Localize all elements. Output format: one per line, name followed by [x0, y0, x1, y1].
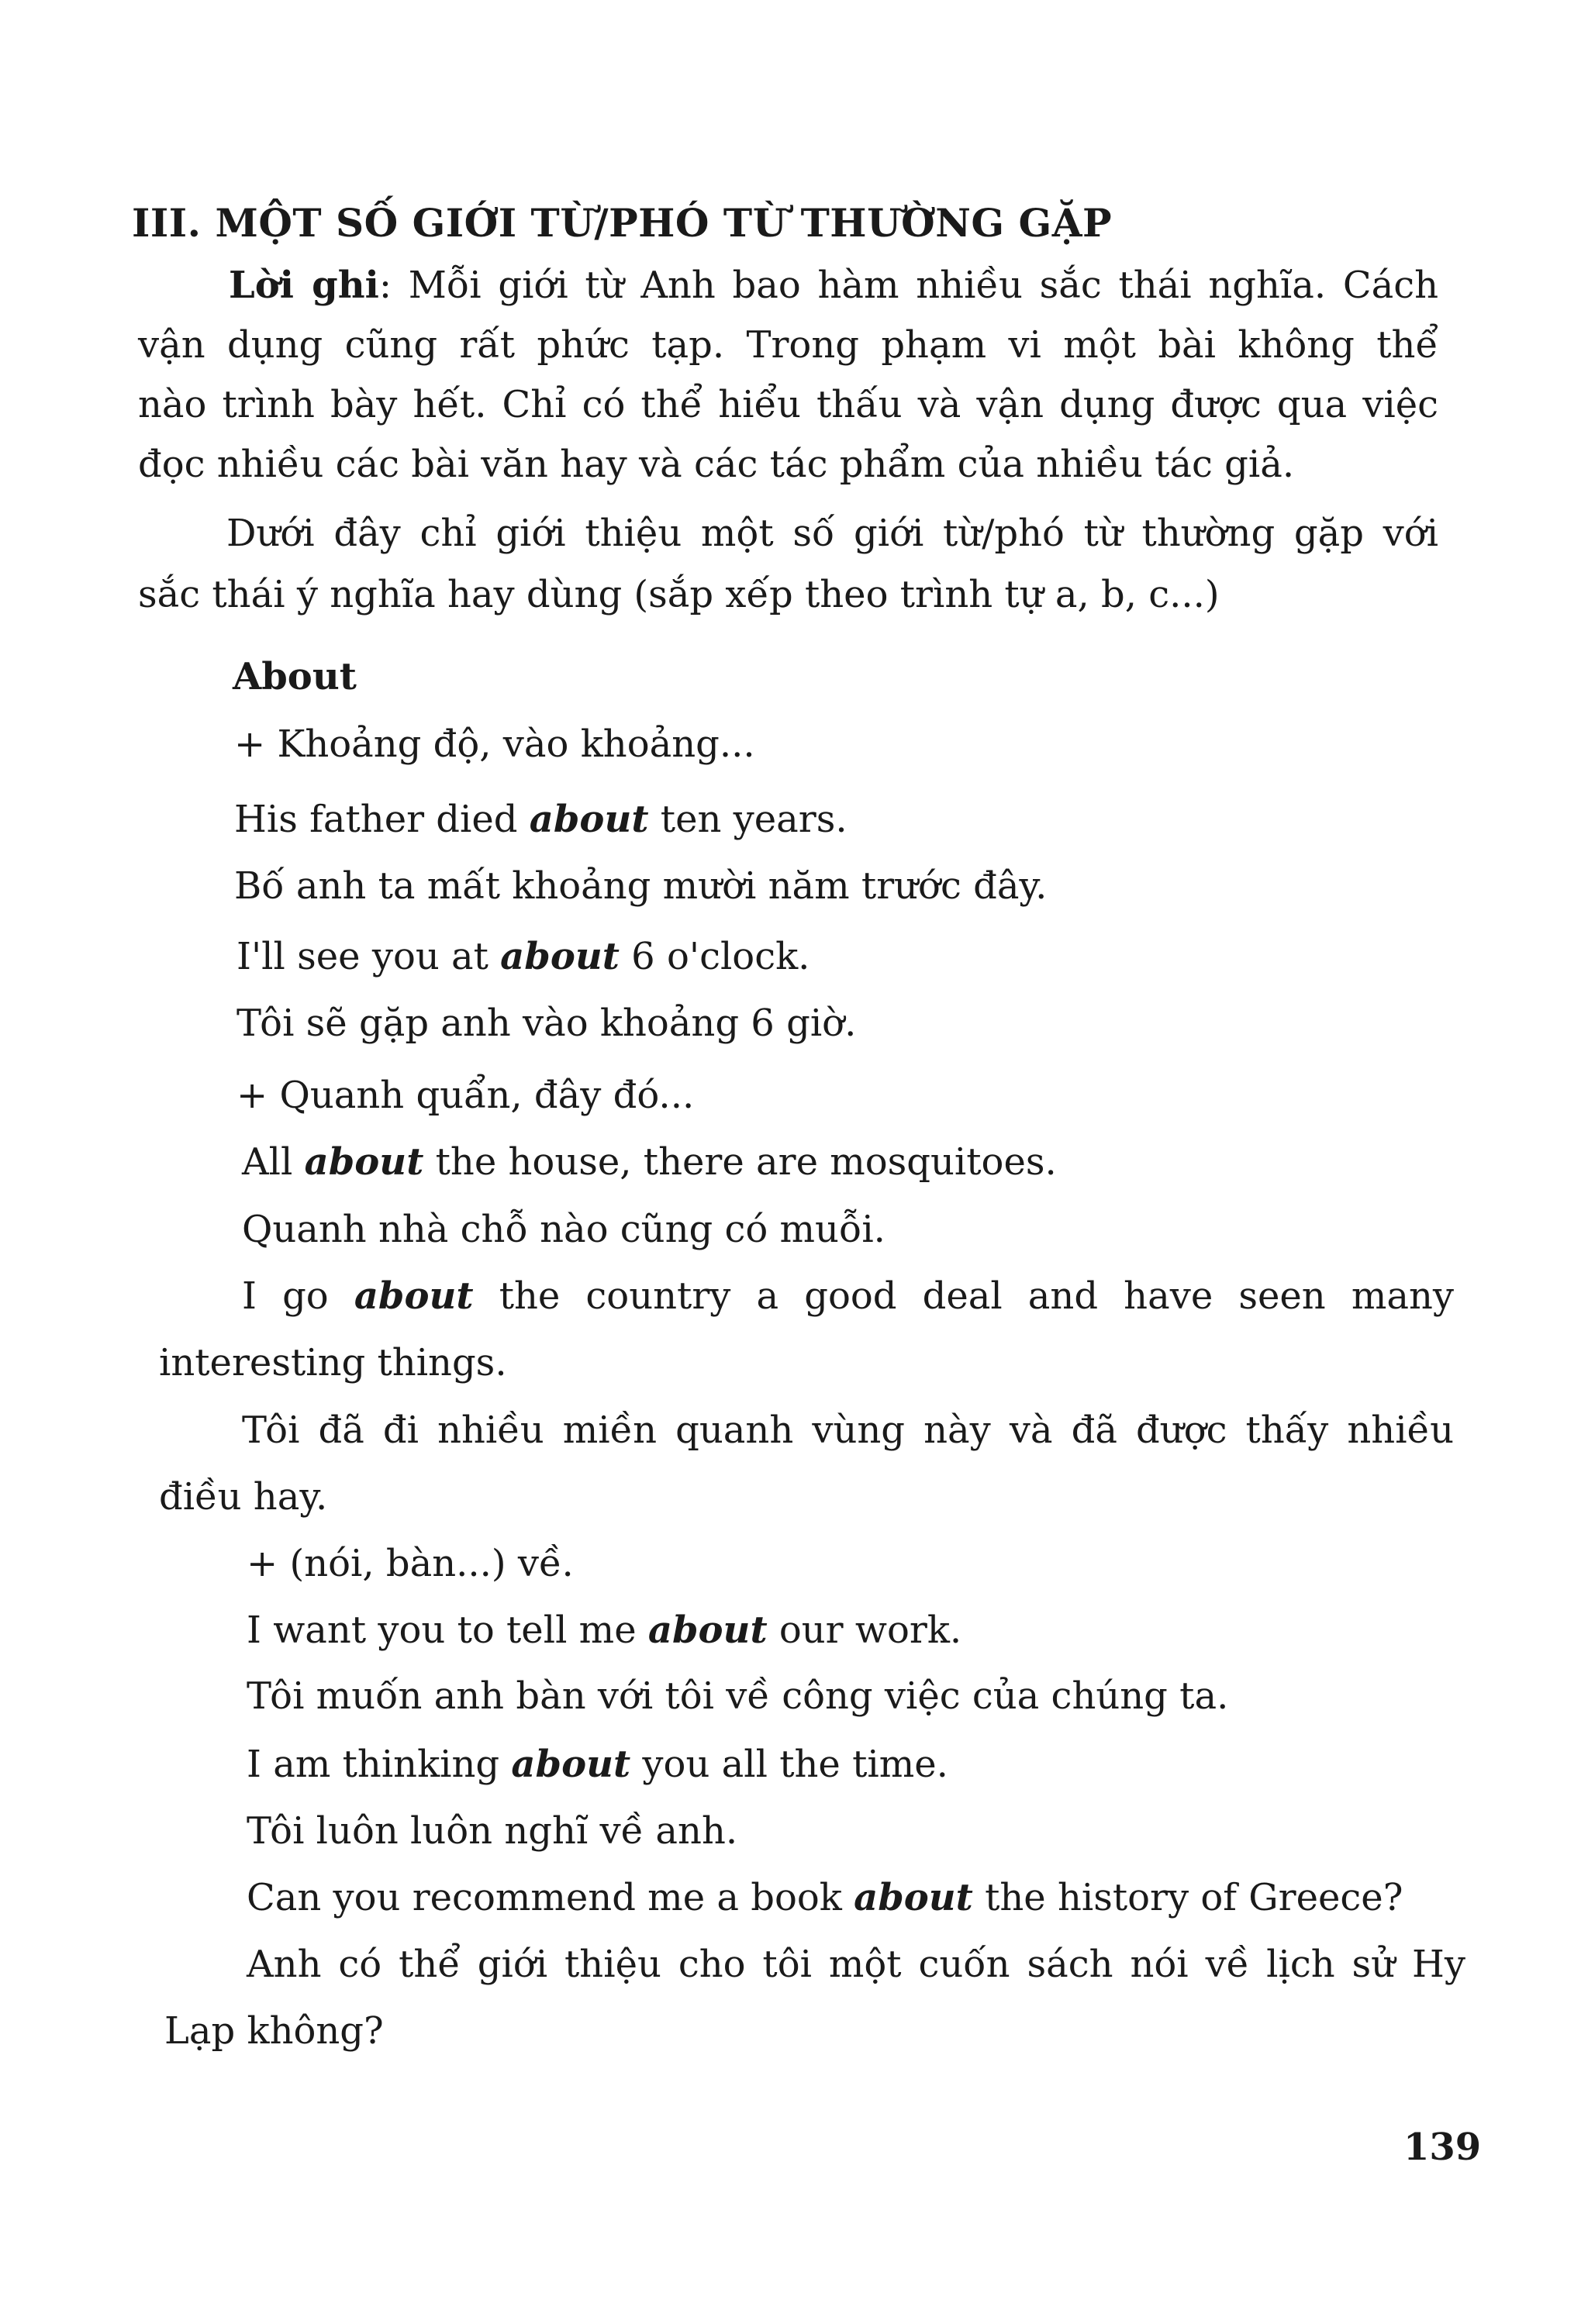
sense-3-example-2	[247, 1741, 948, 1788]
sense-3-example-3	[247, 1874, 1403, 1921]
example-text: His father died	[234, 798, 530, 841]
example-text: the house, there are mosquitoes.	[423, 1140, 1057, 1184]
sense-2-example-2	[242, 1273, 1454, 1319]
keyword: about	[854, 1876, 973, 1919]
example-text: 6 o'clock.	[619, 935, 810, 978]
example-text: All	[242, 1140, 305, 1184]
example-text: I go	[242, 1274, 354, 1318]
example-text: Can you recommend me a book	[247, 1876, 854, 1919]
intro-line-2: sắc thái ý nghĩa hay dùng (sắp xếp theo trình tự a, b, c...)	[138, 573, 1220, 616]
example-text: the history of Greece?	[972, 1876, 1403, 1919]
sense-1-example-2	[236, 933, 810, 980]
example-text: I'll see you at	[236, 935, 501, 978]
sense-3-translation-3-cont: Lạp không?	[164, 2009, 384, 2053]
example-text: you all the time.	[630, 1743, 948, 1786]
keyword: about	[304, 1140, 424, 1184]
example-text: ten years.	[648, 798, 848, 841]
section-heading: III. MỘT SỐ GIỚI TỪ/PHÓ TỪ THƯỜNG GẶP	[132, 200, 1113, 246]
example-text: the country a good deal and have seen many	[473, 1274, 1454, 1318]
sense-3-title: + (nói, bàn...) về.	[247, 1542, 574, 1585]
sense-3-example-1	[247, 1607, 961, 1653]
sense-2-translation-2-cont: điều hay.	[159, 1475, 328, 1519]
keyword: about	[511, 1743, 631, 1786]
example-text: I want you to tell me	[247, 1609, 648, 1652]
sense-1-title: + Khoảng độ, vào khoảng...	[234, 722, 755, 766]
sense-2-example-2-cont: interesting things.	[159, 1341, 507, 1384]
sense-2-title: + Quanh quẩn, đây đó...	[236, 1074, 695, 1117]
example-text: I am thinking	[247, 1743, 512, 1786]
sense-3-translation-1: Tôi muốn anh bàn với tôi về công việc của chúng ta.	[247, 1674, 1229, 1718]
page-number: 139	[1403, 2126, 1482, 2169]
sense-3-translation-2: Tôi luôn luôn nghĩ về anh.	[247, 1809, 738, 1853]
keyword: about	[647, 1609, 768, 1652]
note-label: Lời ghi	[229, 264, 379, 307]
sense-2-example-1	[242, 1139, 1057, 1185]
example-text: our work.	[767, 1609, 962, 1652]
sense-1-translation-1: Bố anh ta mất khoảng mười năm trước đây.	[234, 864, 1048, 908]
entry-word: About	[233, 655, 357, 698]
note-line-1	[229, 262, 1438, 309]
sense-2-translation-2: Tôi đã đi nhiều miền quanh vùng này và đã được thấy nhiều	[242, 1409, 1454, 1452]
sense-3-translation-3: Anh có thể giới thiệu cho tôi một cuốn sách nói về lịch sử Hy	[247, 1943, 1465, 1986]
keyword: about	[529, 798, 649, 841]
keyword: about	[354, 1274, 474, 1318]
sense-2-translation-1: Quanh nhà chỗ nào cũng có muỗi.	[242, 1208, 885, 1251]
note-text-1: : Mỗi giới từ Anh bao hàm nhiều sắc thái nghĩa. Cách	[378, 264, 1438, 307]
sense-1-translation-2: Tôi sẽ gặp anh vào khoảng 6 giờ.	[236, 1002, 857, 1045]
sense-1-example-1	[234, 796, 848, 843]
note-line-2: vận dụng cũng rất phức tạp. Trong phạm vi một bài không thể	[138, 323, 1438, 367]
note-line-4: đọc nhiều các bài văn hay và các tác phẩm của nhiều tác giả.	[138, 443, 1295, 486]
intro-line-1: Dưới đây chỉ giới thiệu một số giới từ/phó từ thường gặp với	[226, 512, 1438, 555]
note-line-3: nào trình bày hết. Chỉ có thể hiểu thấu và vận dụng được qua việc	[138, 383, 1438, 426]
keyword: about	[500, 935, 620, 978]
